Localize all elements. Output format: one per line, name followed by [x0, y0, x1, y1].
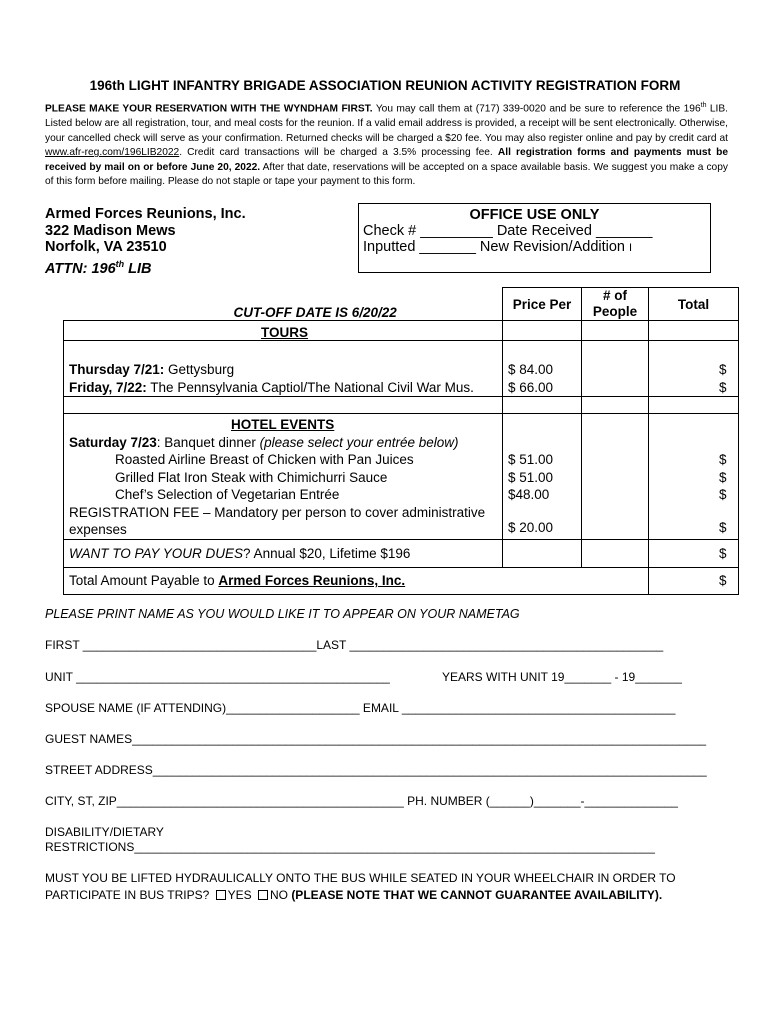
- no-label: NO: [269, 888, 292, 902]
- wheelchair-question-text: PARTICIPATE IN BUS TRIPS?: [45, 888, 213, 902]
- reg-fee-total[interactable]: $: [719, 519, 727, 535]
- entree-price: $ 51.00: [508, 469, 554, 485]
- office-inputted-line: [359, 239, 710, 256]
- years-field[interactable]: YEARS WITH UNIT 19_______ - 19_______: [442, 670, 682, 684]
- tour-desc: Gettysburg: [164, 362, 235, 377]
- spacer-cell: [649, 397, 739, 414]
- intro-deadline: All registration forms and payments must be received by mail on or before June 20, 2022.: [45, 147, 728, 173]
- dues-people-input[interactable]: [582, 539, 649, 567]
- empty-cell: [503, 321, 582, 341]
- availability-note: (PLEASE NOTE THAT WE CANNOT GUARANTEE AVAILABILITY).: [291, 888, 663, 902]
- intro-reservation-note: PLEASE MAKE YOUR RESERVATION WITH THE WYNDHAM FIRST.: [45, 103, 373, 115]
- total-label: Total Amount Payable to: [69, 573, 219, 588]
- wheelchair-question-line1: MUST YOU BE LIFTED HYDRAULICALLY ONTO THE BUS WHILE SEATED IN YOUR WHEELCHAIR IN ORDER TO: [45, 871, 676, 885]
- wheelchair-question: [45, 870, 676, 904]
- tour-people-input[interactable]: [582, 341, 649, 397]
- spacer-cell: [503, 397, 582, 414]
- spacer-cell: [582, 397, 649, 414]
- banquet-day: Saturday 7/23: [69, 434, 157, 450]
- tour-day: Thursday 7/21:: [69, 362, 165, 377]
- num-people-header: # of People: [582, 288, 649, 321]
- empty-cell: [582, 567, 649, 594]
- hotel-prices: [503, 414, 582, 540]
- yes-checkbox[interactable]: [216, 890, 226, 900]
- mailing-address: [45, 206, 246, 277]
- total-header: Total: [649, 288, 739, 321]
- cutoff-cell: [64, 288, 503, 321]
- reg-fee-price: $ 20.00: [508, 519, 554, 535]
- registration-fee: REGISTRATION FEE – Mandatory per person to cover administrative expenses: [69, 504, 486, 537]
- total-payable-line: [64, 567, 503, 594]
- tour-price: $ 84.00: [508, 362, 554, 377]
- spouse-email-field[interactable]: SPOUSE NAME (IF ATTENDING)____________________ EMAIL _________________________________________: [45, 701, 676, 715]
- form-title: 196th LIGHT INFANTRY BRIGADE ASSOCIATION REUNION ACTIVITY REGISTRATION FORM: [89, 78, 681, 93]
- office-heading: OFFICE USE ONLY: [469, 207, 600, 223]
- intro-text: You may call them at (717) 339-0020 and be sure to reference the 196: [372, 103, 701, 115]
- tour-total[interactable]: $: [719, 362, 727, 377]
- registration-table: [63, 287, 739, 595]
- entree-chicken: Roasted Airline Breast of Chicken with Pan Juices: [115, 452, 414, 467]
- tour-total[interactable]: $: [719, 379, 727, 395]
- empty-cell: [503, 539, 582, 567]
- name-field[interactable]: FIRST ___________________________________LAST _______________________________________________: [45, 638, 664, 652]
- hotel-heading: HOTEL EVENTS: [231, 417, 335, 432]
- office-inputted-mark: I: [629, 242, 633, 254]
- unit-field[interactable]: UNIT _______________________________________________: [45, 670, 390, 684]
- banquet-desc: : Banquet dinner: [156, 434, 260, 450]
- tours-heading-cell: [64, 321, 503, 341]
- tour-prices: [503, 341, 582, 397]
- entree-vegetarian: Chef’s Selection of Vegetarian Entrée: [115, 487, 340, 502]
- intro-text-2: LIB. Listed below are all registration, tour, and meal costs for the reunion. If a valid email address is provided, a receipt will be sent electronically. Otherwise, your cancelled check will serve as your confirmation. Returned checks will be charged a $20 fee. You may also register online and pay by credit card at: [45, 103, 728, 144]
- address-attn: [45, 256, 246, 277]
- tour-day: Friday, 7/22:: [69, 379, 147, 395]
- cutoff-date: CUT-OFF DATE IS 6/20/22: [233, 305, 397, 320]
- address-city: Norfolk, VA 23510: [45, 239, 167, 255]
- entree-price: $48.00: [508, 487, 550, 502]
- yes-label: YES: [227, 888, 255, 902]
- tour-friday: [69, 379, 502, 397]
- total-payee: Armed Forces Reunions, Inc.: [218, 573, 406, 588]
- entree-total[interactable]: $: [719, 487, 727, 502]
- attn-end: LIB: [124, 260, 152, 277]
- tour-price: $ 66.00: [508, 379, 554, 395]
- entree-steak: Grilled Flat Iron Steak with Chimichurri Sauce: [115, 469, 388, 485]
- entree-price: $ 51.00: [508, 452, 554, 467]
- banquet-line: [69, 434, 502, 452]
- empty-cell: [582, 321, 649, 341]
- spacer-cell: [64, 397, 503, 414]
- tours-list: [64, 341, 503, 397]
- intro-text-4: After that date, reservations will be accepted on a space available basis. We suggest you make a copy of this form before mailing. Please do not staple or tape your payment to this form.: [45, 161, 728, 188]
- tour-thursday: [69, 361, 502, 379]
- dues-question: WANT TO PAY YOUR DUES: [69, 545, 244, 561]
- office-use-box: [358, 203, 711, 273]
- intro-sup: th: [700, 102, 707, 109]
- guest-names-field[interactable]: GUEST NAMES______________________________________________________________________________________: [45, 732, 707, 746]
- hotel-events: [64, 414, 503, 540]
- empty-cell: [503, 567, 582, 594]
- hotel-people-input[interactable]: [582, 414, 649, 540]
- intro-paragraph: [45, 99, 728, 190]
- nametag-instruction: PLEASE PRINT NAME AS YOU WOULD LIKE IT TO APPEAR ON YOUR NAMETAG: [45, 607, 520, 621]
- street-address-field[interactable]: STREET ADDRESS___________________________________________________________________________________: [45, 763, 707, 777]
- registration-link[interactable]: www.afr-reg.com/196LIB2022: [45, 147, 180, 159]
- empty-cell: [649, 321, 739, 341]
- attn-sup: th: [115, 258, 125, 269]
- dues-line: [64, 539, 503, 567]
- dues-total[interactable]: $: [649, 539, 739, 567]
- hotel-totals: [649, 414, 739, 540]
- intro-text-3: . Credit card transactions will be charged a 3.5% processing fee.: [179, 147, 498, 159]
- price-per-header: Price Per: [503, 288, 582, 321]
- dues-amount: ? Annual $20, Lifetime $196: [243, 545, 411, 561]
- address-company: Armed Forces Reunions, Inc.: [45, 206, 246, 222]
- wheelchair-question-line2: [45, 887, 676, 904]
- tours-heading: TOURS: [261, 325, 309, 340]
- restrictions-field[interactable]: RESTRICTIONS______________________________________________________________________________: [45, 840, 655, 854]
- office-check-line: Check # _________ Date Received _______: [363, 223, 653, 239]
- tour-totals: [649, 341, 739, 397]
- office-inputted-text: Inputted _______ New Revision/Addition: [363, 239, 630, 255]
- no-checkbox[interactable]: [258, 890, 268, 900]
- grand-total[interactable]: $: [649, 567, 739, 594]
- attn-text: ATTN: 196: [45, 260, 116, 277]
- banquet-note: (please select your entrée below): [259, 434, 459, 450]
- entree-total[interactable]: $: [719, 469, 727, 485]
- disability-label: DISABILITY/DIETARY: [45, 825, 164, 839]
- address-street: 322 Madison Mews: [45, 222, 176, 239]
- entree-total[interactable]: $: [719, 452, 727, 467]
- city-phone-field[interactable]: CITY, ST, ZIP___________________________________________ PH. NUMBER (______)_______-______________: [45, 794, 678, 808]
- tour-desc: The Pennsylvania Captiol/The National Civil War Mus.: [146, 379, 474, 395]
